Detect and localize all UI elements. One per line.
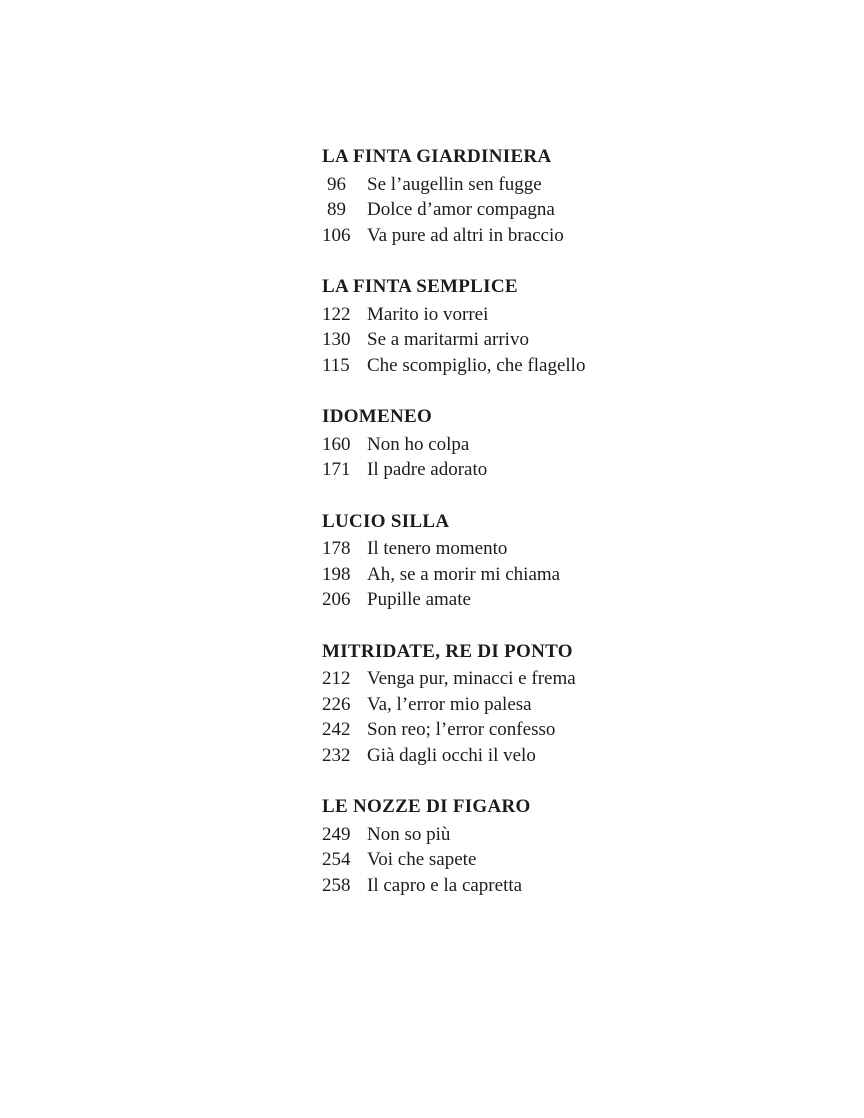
aria-title: Voi che sapete [367,849,477,870]
toc-section [322,794,585,898]
opera-title: IDOMENEO [322,406,433,427]
page-number: 96 [327,173,346,195]
page-number: 254 [322,849,351,870]
toc-entry [322,302,585,328]
toc-entry [322,587,585,613]
toc-section [322,404,585,483]
page-number: 249 [322,823,351,845]
opera-title: LE NOZZE DI FIGARO [322,796,531,817]
aria-title: Che scompiglio, che flagello [367,354,586,376]
aria-title: Non ho colpa [367,433,470,455]
page-number: 206 [322,589,351,610]
page-number: 160 [322,433,351,455]
aria-title: Va, l’error mio palesa [367,693,532,715]
toc-entry [322,847,585,873]
toc-section [322,639,585,769]
toc-entry [322,457,585,483]
page-number: 130 [322,329,351,350]
toc-entry [322,743,585,769]
aria-title: Ah, se a morir mi chiama [367,563,561,585]
toc-entry [322,536,585,562]
page-number: 226 [322,693,351,715]
toc-entry [322,717,585,743]
toc-entry [322,172,585,198]
opera-title: LA FINTA GIARDINIERA [322,146,552,167]
toc-entry [322,353,585,379]
toc-entry [322,873,585,899]
aria-title: Marito io vorrei [367,303,489,325]
page-number: 178 [322,538,351,559]
toc-entry [322,822,585,848]
book-page [322,144,585,924]
toc-entry [322,562,585,588]
page-number: 258 [322,874,351,896]
aria-title: Il capro e la capretta [367,874,523,896]
page-number: 232 [322,744,351,766]
page-number: 115 [322,354,350,376]
aria-title: Il padre adorato [367,459,488,480]
page-number: 122 [322,303,351,325]
aria-title: Son reo; l’error confesso [367,719,556,740]
toc-entry [322,327,585,353]
aria-title: Va pure ad altri in braccio [367,224,564,246]
toc-entry [322,692,585,718]
opera-title: LA FINTA SEMPLICE [322,276,518,297]
toc [322,144,585,898]
aria-title: Il tenero momento [367,538,508,559]
page-number: 198 [322,563,351,585]
page-number: 171 [322,459,351,480]
toc-section [322,509,585,613]
opera-title: MITRIDATE, RE DI PONTO [322,640,573,662]
toc-entry [322,666,585,692]
aria-title: Venga pur, minacci e frema [367,668,576,689]
opera-title: LUCIO SILLA [322,510,450,532]
toc-entry [322,197,585,223]
aria-title: Se a maritarmi arrivo [367,329,529,350]
aria-title: Già dagli occhi il velo [367,744,536,766]
aria-title: Pupille amate [367,589,471,610]
aria-title: Dolce d’amor compagna [367,199,555,220]
toc-section [322,144,585,248]
toc-section [322,274,585,378]
aria-title: Non so più [367,823,451,845]
toc-entry [322,223,585,249]
page-number: 89 [327,199,346,220]
page-number: 106 [322,224,351,246]
toc-entry [322,432,585,458]
page-number: 242 [322,719,351,740]
page-number: 212 [322,668,351,689]
aria-title: Se l’augellin sen fugge [367,173,542,195]
